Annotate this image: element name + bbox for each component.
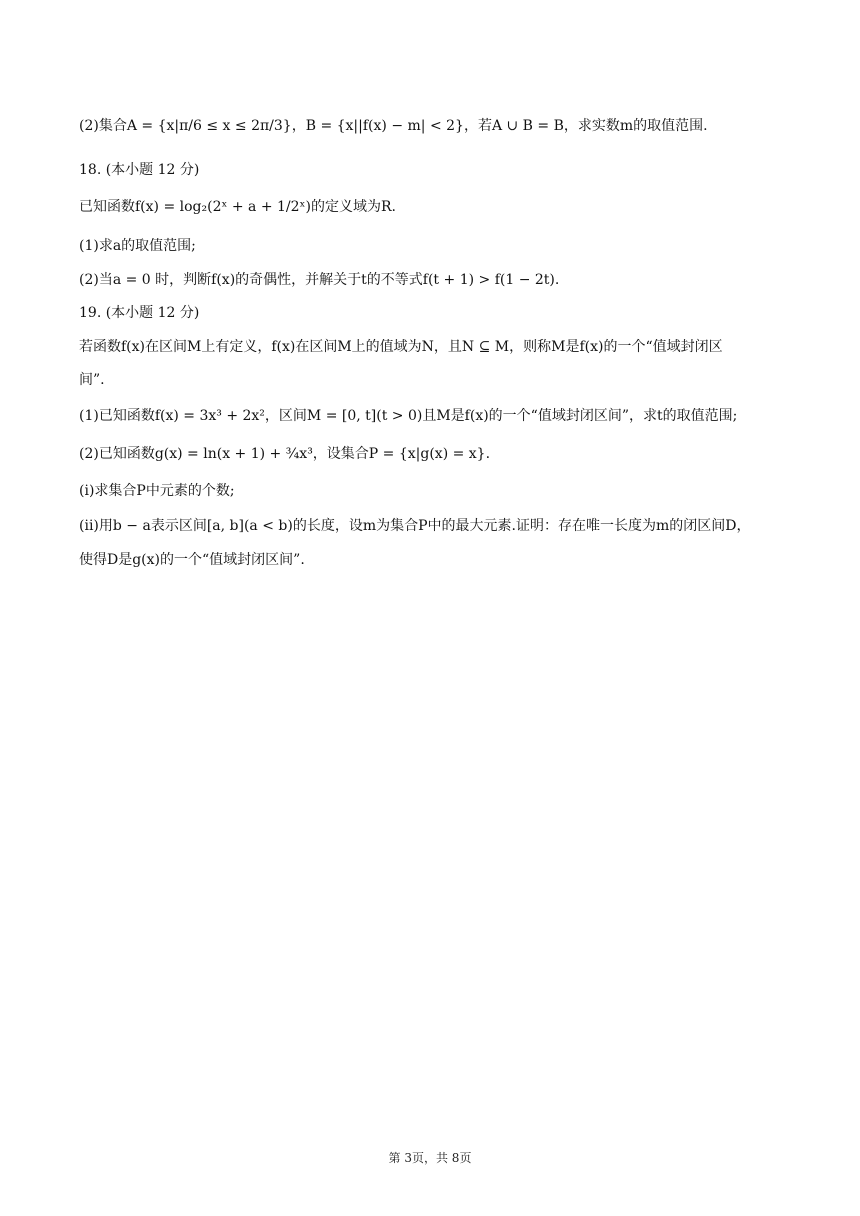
page-number-footer: 第 3页，共 8页 bbox=[388, 1151, 472, 1165]
problem-18-heading: 18. (本小题 12 分) bbox=[79, 162, 200, 178]
problem-19-part-2-ii-line-1: (ii)用b − a表示区间[a, b](a < b)的长度，设m为集合P中的最大元素.证明：存在唯一长度为m的闭区间D， bbox=[79, 518, 751, 534]
problem-19-part-2: (2)已知函数g(x) = ln(x + 1) + ¾x³，设集合P = {x|g(x) = x}. bbox=[79, 446, 491, 462]
problem-19-part-2-ii-line-2: 使得D是g(x)的一个“值域封闭区间”. bbox=[79, 552, 305, 568]
problem-19-definition-line-1: 若函数f(x)在区间M上有定义，f(x)在区间M上的值域为N，且N ⊆ M，则称M是f(x)的一个“值域封闭区 bbox=[79, 339, 723, 355]
problem-19-part-2-i: (i)求集合P中元素的个数; bbox=[79, 483, 235, 499]
problem-18-part-2: (2)当a = 0 时，判断f(x)的奇偶性，并解关于t的不等式f(t + 1) > f(1 − 2t). bbox=[79, 272, 560, 288]
problem-19-definition-line-2: 间”. bbox=[79, 372, 105, 388]
problem-19-heading: 19. (本小题 12 分) bbox=[79, 305, 200, 321]
problem-17-part-2: (2)集合A = {x|π/6 ≤ x ≤ 2π/3}，B = {x||f(x) − m| < 2}，若A ∪ B = B，求实数m的取值范围. bbox=[79, 118, 708, 134]
problem-18-statement: 已知函数f(x) = log₂(2ˣ + a + 1/2ˣ)的定义域为R. bbox=[79, 199, 396, 215]
problem-19-part-1: (1)已知函数f(x) = 3x³ + 2x²，区间M = [0, t](t > 0)且M是f(x)的一个“值域封闭区间”，求t的取值范围; bbox=[79, 408, 738, 424]
problem-18-part-1: (1)求a的取值范围; bbox=[79, 238, 196, 254]
